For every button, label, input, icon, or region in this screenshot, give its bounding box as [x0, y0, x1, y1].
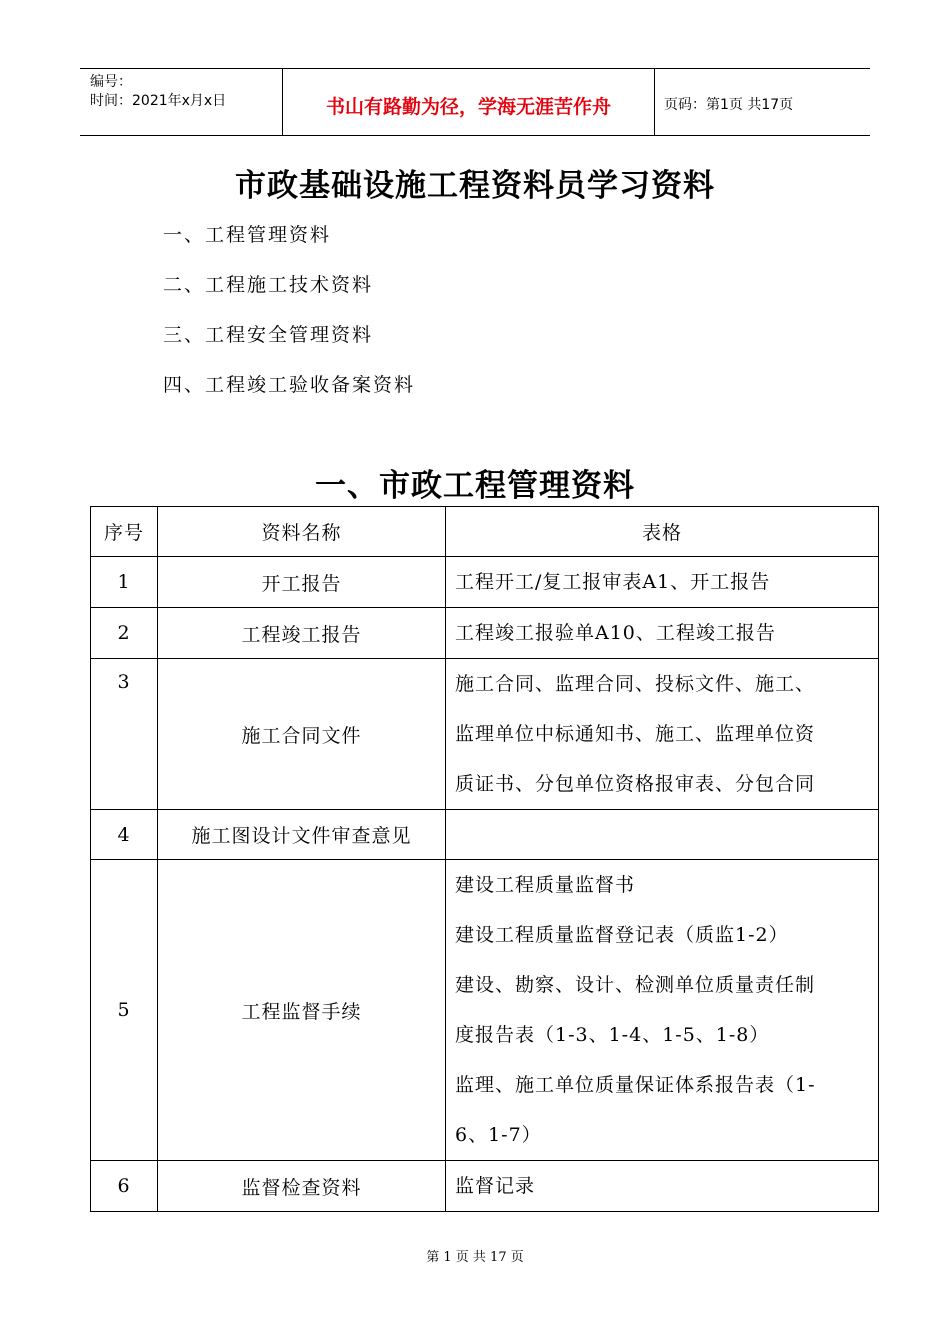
- header-number: 编号：: [90, 74, 132, 90]
- row-name: 施工合同文件: [158, 659, 446, 810]
- row-form: [446, 557, 879, 608]
- table-row: [91, 810, 879, 860]
- row-form: [446, 810, 879, 860]
- page-footer: 第 1 页 共 17 页: [426, 1250, 524, 1265]
- form-line: 工程竣工报验单A10、工程竣工报告: [455, 622, 776, 644]
- table-of-contents: [163, 218, 415, 418]
- row-form: [446, 860, 879, 1161]
- document-title: 市政基础设施工程资料员学习资料: [235, 168, 715, 204]
- table-row: [91, 860, 879, 1161]
- header-slogan: 书山有路勤为径，学海无涯苦作舟: [283, 69, 655, 135]
- column-header-number: 序号: [91, 507, 158, 557]
- row-name: 工程竣工报告: [158, 608, 446, 659]
- section-title: 一、市政工程管理资料: [315, 468, 635, 504]
- row-name: 施工图设计文件审查意见: [158, 810, 446, 860]
- page-header: [80, 68, 870, 136]
- form-line: 质证书、分包单位资格报审表、分包合同: [455, 773, 816, 795]
- form-line: 监理、施工单位质量保证体系报告表（1-: [455, 1074, 816, 1096]
- row-number: 2: [91, 608, 158, 659]
- form-line: 建设、勘察、设计、检测单位质量责任制: [455, 974, 816, 996]
- form-line: 监督记录: [455, 1175, 536, 1197]
- table-row: [91, 557, 879, 608]
- table-header-row: [91, 507, 879, 557]
- row-number: 3: [91, 659, 158, 810]
- form-line: 工程开工/复工报审表A1、开工报告: [455, 571, 771, 593]
- row-form: [446, 659, 879, 810]
- toc-item: 一、工程管理资料: [163, 224, 332, 246]
- row-number: 4: [91, 810, 158, 860]
- column-header-name: 资料名称: [158, 507, 446, 557]
- toc-item: 二、工程施工技术资料: [163, 274, 374, 296]
- form-line: 6、1-7）: [455, 1124, 542, 1146]
- row-name: 开工报告: [158, 557, 446, 608]
- header-time: 时间：2021年x月x日: [90, 93, 227, 109]
- table-row: [91, 608, 879, 659]
- table-row: [91, 1161, 879, 1212]
- form-line: 度报告表（1-3、1-4、1-5、1-8）: [455, 1024, 770, 1046]
- row-form: [446, 1161, 879, 1212]
- row-name: 监督检查资料: [158, 1161, 446, 1212]
- toc-item: 三、工程安全管理资料: [163, 324, 374, 346]
- row-form: [446, 608, 879, 659]
- header-page-info: 页码：第1页 共17页: [664, 97, 794, 113]
- form-line: 施工合同、监理合同、投标文件、施工、: [455, 673, 816, 695]
- row-name: 工程监督手续: [158, 860, 446, 1161]
- toc-item: 四、工程竣工验收备案资料: [163, 374, 416, 396]
- management-documents-table: [90, 506, 879, 1212]
- column-header-form: 表格: [446, 507, 879, 557]
- form-line: 监理单位中标通知书、施工、监理单位资: [455, 723, 816, 745]
- header-meta: [80, 69, 283, 135]
- table-row: [91, 659, 879, 810]
- row-number: 1: [91, 557, 158, 608]
- row-number: 6: [91, 1161, 158, 1212]
- row-number: 5: [91, 860, 158, 1161]
- form-line: 建设工程质量监督登记表（质监1-2）: [455, 924, 789, 946]
- form-line: 建设工程质量监督书: [455, 874, 636, 896]
